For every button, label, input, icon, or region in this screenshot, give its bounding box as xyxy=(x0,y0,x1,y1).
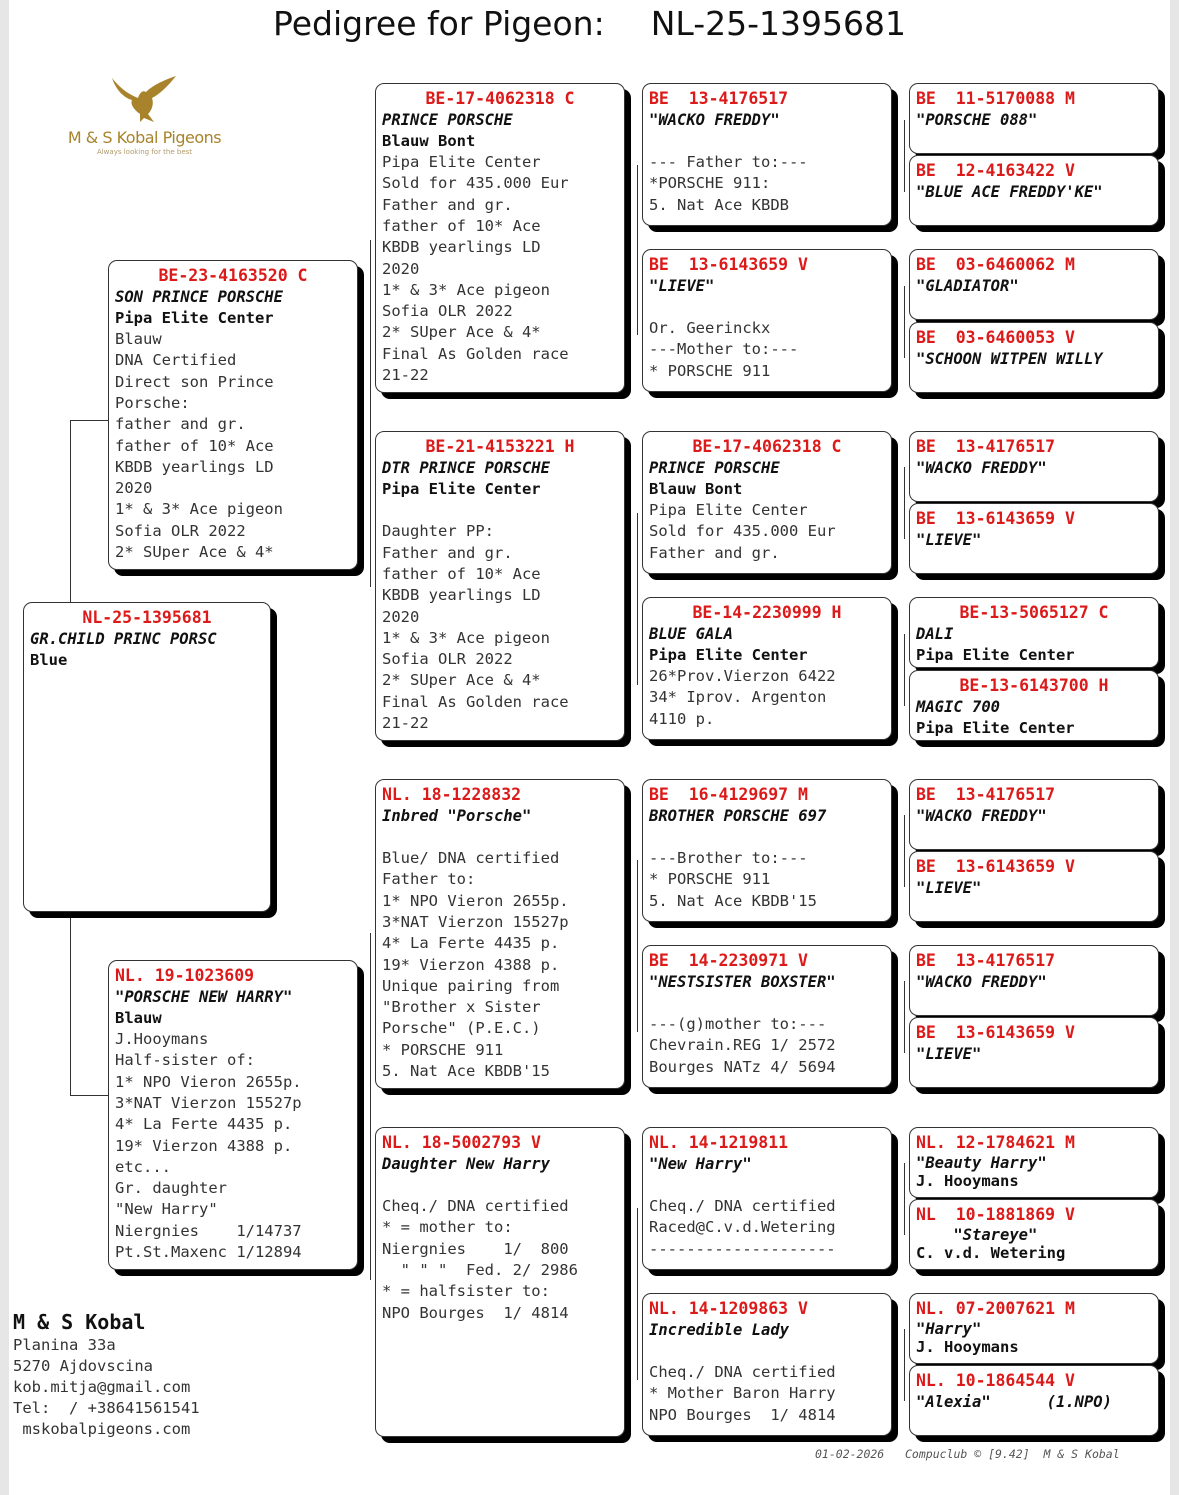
gen2-card-1 xyxy=(375,83,625,393)
breeder: Pipa Elite Center xyxy=(382,479,541,498)
info-line: Cheq./ DNA certified xyxy=(382,1197,569,1216)
info-line: Father and gr. xyxy=(382,195,513,214)
pigeon-name: "Beauty Harry" xyxy=(916,1153,1047,1172)
connector xyxy=(904,981,905,1053)
pigeon-name: MAGIC 700 xyxy=(916,697,1000,716)
ring-number: NL. 12-1784621 M xyxy=(916,1133,1075,1152)
info-line xyxy=(649,993,885,1014)
owner-address: Planina 33a xyxy=(13,1336,116,1354)
ring-number: BE 13-4176517 xyxy=(916,951,1056,970)
pigeon-name: "PORSCHE NEW HARRY" xyxy=(115,987,293,1006)
breeder: J. Hooymans xyxy=(916,1171,1019,1190)
pigeon-name: "BLUE ACE FREDDY'KE" xyxy=(916,182,1103,201)
ring-number: NL. 10-1864544 V xyxy=(916,1371,1075,1390)
pigeon-name: DALI xyxy=(916,624,954,643)
gen3-card-6 xyxy=(642,945,892,1088)
info-line: Cheq./ DNA certified xyxy=(649,1363,836,1382)
info-line: Sold for 435.000 Eur xyxy=(649,522,836,541)
pigeon-color: Blauw Bont xyxy=(382,131,476,150)
gen4-card-11 xyxy=(909,945,1159,1016)
connector xyxy=(370,933,371,1280)
info-line: 1* & 3* Ace pigeon xyxy=(115,500,283,519)
ring-number: NL-25-1395681 xyxy=(82,608,212,627)
gen3-card-4 xyxy=(642,597,892,740)
info-line: 4110 p. xyxy=(649,709,715,728)
pigeon-name: "LIEVE" xyxy=(916,878,982,897)
owner-block xyxy=(13,1309,200,1440)
info-line: 1* NPO Vieron 2655p. xyxy=(115,1072,302,1091)
info-line: 1* & 3* Ace pigeon xyxy=(382,280,550,299)
gen4-card-2 xyxy=(909,155,1159,226)
pigeon-name: BLUE GALA xyxy=(649,624,733,643)
info-line: Or. Geerinckx xyxy=(649,319,771,338)
info-line: KBDB yearlings LD xyxy=(115,457,274,476)
info-line: Raced@C.v.d.Wetering xyxy=(649,1218,836,1237)
owner-name: M & S Kobal xyxy=(13,1310,146,1334)
info-line: Pipa Elite Center xyxy=(382,153,541,172)
sire-card xyxy=(108,260,358,570)
eagle-logo-icon xyxy=(110,74,180,124)
info-line: Niergnies 1/14737 xyxy=(115,1221,302,1240)
info-line: father of 10* Ace xyxy=(382,564,541,583)
connector xyxy=(637,513,638,685)
footer-text: 01-02-2026 Compuclub © [9.42] M & S Kobal xyxy=(815,1447,1120,1461)
pigeon-name: "LIEVE" xyxy=(916,530,982,549)
pigeon-name: "New Harry" xyxy=(649,1154,752,1173)
ring-number: BE 12-4163422 V xyxy=(916,161,1075,180)
pigeon-name: "WACKO FREDDY" xyxy=(916,458,1047,477)
info-line: Sofia OLR 2022 xyxy=(382,650,513,669)
info-line xyxy=(382,1175,618,1196)
info-line: Blue/ DNA certified xyxy=(382,849,560,868)
ring-number: BE 13-4176517 xyxy=(916,437,1056,456)
connector xyxy=(70,420,110,421)
connector xyxy=(904,467,905,539)
pigeon-color: Blauw xyxy=(115,1008,162,1027)
logo xyxy=(52,74,237,156)
info-line: Blauw xyxy=(115,330,162,349)
info-line: 19* Vierzon 4388 p. xyxy=(382,955,560,974)
page-edge-left xyxy=(0,0,9,1495)
info-line: 5. Nat Ace KBDB xyxy=(649,195,789,214)
info-line: 21-22 xyxy=(382,714,429,733)
info-line: * Mother Baron Harry xyxy=(649,1384,836,1403)
info-line: Daughter PP: xyxy=(382,522,494,541)
ring-number: BE-17-4062318 C xyxy=(425,89,575,108)
pigeon-name: GR.CHILD PRINC PORSC xyxy=(30,629,217,648)
page-title xyxy=(0,4,1179,43)
info-line: 21-22 xyxy=(382,366,429,385)
ring-number: BE 13-6143659 V xyxy=(916,1023,1075,1042)
gen4-card-16 xyxy=(909,1365,1159,1436)
info-line: "Brother x Sister xyxy=(382,998,541,1017)
info-line: NPO Bourges 1/ 4814 xyxy=(649,1405,836,1424)
info-line: Gr. daughter xyxy=(115,1179,227,1198)
info-line: Cheq./ DNA certified xyxy=(649,1197,836,1216)
info-line: Pipa Elite Center xyxy=(649,501,808,520)
owner-phone: Tel: / +38641561541 xyxy=(13,1399,200,1417)
gen4-card-4 xyxy=(909,322,1159,393)
info-line: 1* & 3* Ace pigeon xyxy=(382,628,550,647)
pigeon-name: "Harry" xyxy=(916,1319,982,1338)
info-line: 4* La Ferte 4435 p. xyxy=(382,934,560,953)
info-line: 4* La Ferte 4435 p. xyxy=(115,1115,293,1134)
info-line: 2* SUper Ace & 4* xyxy=(115,543,274,562)
pigeon-name: BROTHER PORSCHE 697 xyxy=(649,806,827,825)
pigeon-color: Blauw Bont xyxy=(649,479,743,498)
info-line xyxy=(649,827,885,848)
info-line: father of 10* Ace xyxy=(382,216,541,235)
ring-number: BE-23-4163520 C xyxy=(158,266,308,285)
pigeon-name: "Alexia" (1.NPO) xyxy=(916,1392,1112,1411)
info-line: Bourges NATz 4/ 5694 xyxy=(649,1057,836,1076)
ring-number: BE 03-6460053 V xyxy=(916,328,1075,347)
info-line: ---Brother to:--- xyxy=(649,849,808,868)
ring-number: BE 13-4176517 xyxy=(916,785,1056,804)
pigeon-name: SON PRINCE PORSCHE xyxy=(115,287,283,306)
info-line: --- Father to:--- xyxy=(649,153,808,172)
pigeon-name: Daughter New Harry xyxy=(382,1154,550,1173)
pigeon-color: Blue xyxy=(30,650,68,669)
owner-website[interactable]: mskobalpigeons.com xyxy=(13,1420,191,1438)
gen4-card-10 xyxy=(909,851,1159,922)
info-line: * = halfsister to: xyxy=(382,1282,550,1301)
pigeon-name: "LIEVE" xyxy=(916,1044,982,1063)
connector xyxy=(904,286,905,358)
page-edge-right xyxy=(1170,0,1179,1495)
info-line: etc... xyxy=(115,1157,171,1176)
info-line: Unique pairing from xyxy=(382,976,560,995)
gen4-card-1 xyxy=(909,83,1159,154)
pigeon-name: "NESTSISTER BOXSTER" xyxy=(649,972,836,991)
info-line: * = mother to: xyxy=(382,1218,513,1237)
ring-number: BE 14-2230971 V xyxy=(649,951,808,970)
info-line: 3*NAT Vierzon 15527p xyxy=(382,912,569,931)
gen4-card-7 xyxy=(909,597,1159,668)
gen2-card-4 xyxy=(375,1127,625,1437)
info-line: * PORSCHE 911 xyxy=(649,870,771,889)
info-line: 2020 xyxy=(115,479,153,498)
gen4-card-12 xyxy=(909,1017,1159,1088)
ring-number: NL. 14-1209863 V xyxy=(649,1299,808,1318)
pigeon-card xyxy=(23,602,271,912)
ring-number: BE-14-2230999 H xyxy=(692,603,842,622)
breeder: J. Hooymans xyxy=(916,1337,1019,1356)
ring-number: NL 10-1881869 V xyxy=(916,1205,1075,1224)
gen3-card-7 xyxy=(642,1127,892,1270)
gen2-card-3 xyxy=(375,779,625,1089)
info-line: Sold for 435.000 Eur xyxy=(382,174,569,193)
gen3-card-2 xyxy=(642,249,892,392)
info-line: J.Hooymans xyxy=(115,1030,209,1049)
gen3-card-5 xyxy=(642,779,892,922)
gen3-card-3 xyxy=(642,431,892,574)
ring-number: NL. 14-1219811 xyxy=(649,1133,789,1152)
connector xyxy=(70,1095,110,1096)
info-line: KBDB yearlings LD xyxy=(382,238,541,257)
ring-number: BE 16-4129697 M xyxy=(649,785,808,804)
ring-number: BE 03-6460062 M xyxy=(916,255,1075,274)
info-line: 26*Prov.Vierzon 6422 xyxy=(649,667,836,686)
info-line: Half-sister of: xyxy=(115,1051,255,1070)
info-line: 5. Nat Ace KBDB'15 xyxy=(649,891,817,910)
connector xyxy=(904,120,905,192)
info-line xyxy=(649,131,885,152)
gen4-card-6 xyxy=(909,503,1159,574)
title-ring: NL-25-1395681 xyxy=(650,4,906,43)
info-line: 2* SUper Ace & 4* xyxy=(382,671,541,690)
dam-card xyxy=(108,960,358,1270)
pigeon-name: PRINCE PORSCHE xyxy=(382,110,513,129)
pigeon-name: "WACKO FREDDY" xyxy=(916,806,1047,825)
pigeon-name: "GLADIATOR" xyxy=(916,276,1019,295)
info-line xyxy=(649,1175,885,1196)
info-line: 2020 xyxy=(382,607,420,626)
ring-number: NL. 19-1023609 xyxy=(115,966,255,985)
pigeon-name: "SCHOON WITPEN WILLY xyxy=(916,349,1103,368)
info-line: NPO Bourges 1/ 4814 xyxy=(382,1303,569,1322)
ring-number: BE-21-4153221 H xyxy=(425,437,575,456)
info-line: Niergnies 1/ 800 xyxy=(382,1239,569,1258)
connector xyxy=(370,240,371,587)
connector xyxy=(637,1208,638,1380)
info-line: 3*NAT Vierzon 15527p xyxy=(115,1093,302,1112)
breeder: Pipa Elite Center xyxy=(916,718,1075,737)
info-line xyxy=(382,500,618,521)
gen4-card-15 xyxy=(909,1293,1159,1364)
info-line: Father to: xyxy=(382,870,476,889)
info-line: Final As Golden race xyxy=(382,692,569,711)
gen4-card-9 xyxy=(909,779,1159,850)
info-line: KBDB yearlings LD xyxy=(382,586,541,605)
gen3-card-8 xyxy=(642,1293,892,1436)
info-line: 19* Vierzon 4388 p. xyxy=(115,1136,293,1155)
ring-number: NL. 18-1228832 xyxy=(382,785,522,804)
gen3-card-1 xyxy=(642,83,892,226)
ring-number: BE-13-6143700 H xyxy=(959,676,1109,695)
info-line: 34* Iprov. Argenton xyxy=(649,688,827,707)
info-line xyxy=(649,1341,885,1362)
pigeon-name: "PORSCHE 088" xyxy=(916,110,1038,129)
connector xyxy=(904,634,905,706)
logo-name: M & S Kobal Pigeons xyxy=(67,128,222,147)
info-line: ---Mother to:--- xyxy=(649,340,799,359)
ring-number: NL. 07-2007621 M xyxy=(916,1299,1075,1318)
info-line: DNA Certified xyxy=(115,351,237,370)
gen4-card-14 xyxy=(909,1199,1159,1270)
ring-number: BE-17-4062318 C xyxy=(692,437,842,456)
gen4-card-8 xyxy=(909,670,1159,741)
breeder: Pipa Elite Center xyxy=(916,645,1075,664)
pigeon-name: PRINCE PORSCHE xyxy=(649,458,780,477)
ring-number: BE 11-5170088 M xyxy=(916,89,1075,108)
info-line: Chevrain.REG 1/ 2572 xyxy=(649,1036,836,1055)
info-line: "New Harry" xyxy=(115,1200,218,1219)
info-line: Porsche: xyxy=(115,393,190,412)
gen4-card-5 xyxy=(909,431,1159,502)
ring-number: BE 13-6143659 V xyxy=(916,509,1075,528)
info-line: Direct son Prince xyxy=(115,372,274,391)
info-line: 5. Nat Ace KBDB'15 xyxy=(382,1062,550,1081)
connector xyxy=(904,815,905,887)
pigeon-name: "LIEVE" xyxy=(649,276,715,295)
info-line: father and gr. xyxy=(115,415,246,434)
info-line: Sofia OLR 2022 xyxy=(382,302,513,321)
ring-number: BE-13-5065127 C xyxy=(959,603,1109,622)
info-line: 2020 xyxy=(382,259,420,278)
connector xyxy=(904,1163,905,1235)
info-line: * PORSCHE 911 xyxy=(382,1040,504,1059)
connector xyxy=(70,912,71,1095)
info-line: 1* NPO Vieron 2655p. xyxy=(382,891,569,910)
logo-tagline: Always looking for the best xyxy=(96,148,193,156)
connector xyxy=(637,165,638,335)
pigeon-name: "Stareye" xyxy=(916,1225,1038,1244)
breeder: Pipa Elite Center xyxy=(649,645,808,664)
owner-city: 5270 Ajdovscina xyxy=(13,1357,153,1375)
breeder: C. v.d. Wetering xyxy=(916,1243,1066,1262)
pigeon-name: DTR PRINCE PORSCHE xyxy=(382,458,550,477)
gen2-card-2 xyxy=(375,431,625,741)
pigeon-name: Inbred "Porsche" xyxy=(382,806,532,825)
ring-number: BE 13-6143659 V xyxy=(916,857,1075,876)
info-line xyxy=(649,297,885,318)
ring-number: BE 13-6143659 V xyxy=(649,255,808,274)
info-line: Sofia OLR 2022 xyxy=(115,521,246,540)
pigeon-name: "WACKO FREDDY" xyxy=(649,110,780,129)
info-line: Porsche" (P.E.C.) xyxy=(382,1019,541,1038)
info-line: 2* SUper Ace & 4* xyxy=(382,323,541,342)
info-line: father of 10* Ace xyxy=(115,436,274,455)
gen4-card-13 xyxy=(909,1127,1159,1198)
info-line: ---(g)mother to:--- xyxy=(649,1015,827,1034)
pigeon-name: Incredible Lady xyxy=(649,1320,789,1339)
owner-email[interactable]: kob.mitja@gmail.com xyxy=(13,1378,191,1396)
ring-number: NL. 18-5002793 V xyxy=(382,1133,541,1152)
breeder: Pipa Elite Center xyxy=(115,308,274,327)
info-line: Father and gr. xyxy=(382,543,513,562)
connector xyxy=(904,1329,905,1401)
info-line: *PORSCHE 911: xyxy=(649,174,771,193)
info-line: * PORSCHE 911 xyxy=(649,361,771,380)
connector xyxy=(70,420,71,602)
gen4-card-3 xyxy=(909,249,1159,320)
info-line: " " " Fed. 2/ 2986 xyxy=(382,1260,578,1279)
info-line: Pt.St.Maxenc 1/12894 xyxy=(115,1243,302,1262)
info-line: Final As Golden race xyxy=(382,344,569,363)
title-label: Pedigree for Pigeon: xyxy=(273,4,605,43)
info-line: Father and gr. xyxy=(649,543,780,562)
info-line: -------------------- xyxy=(649,1239,836,1258)
info-line xyxy=(382,827,618,848)
pigeon-name: "WACKO FREDDY" xyxy=(916,972,1047,991)
ring-number: BE 13-4176517 xyxy=(649,89,789,108)
connector xyxy=(637,860,638,1032)
